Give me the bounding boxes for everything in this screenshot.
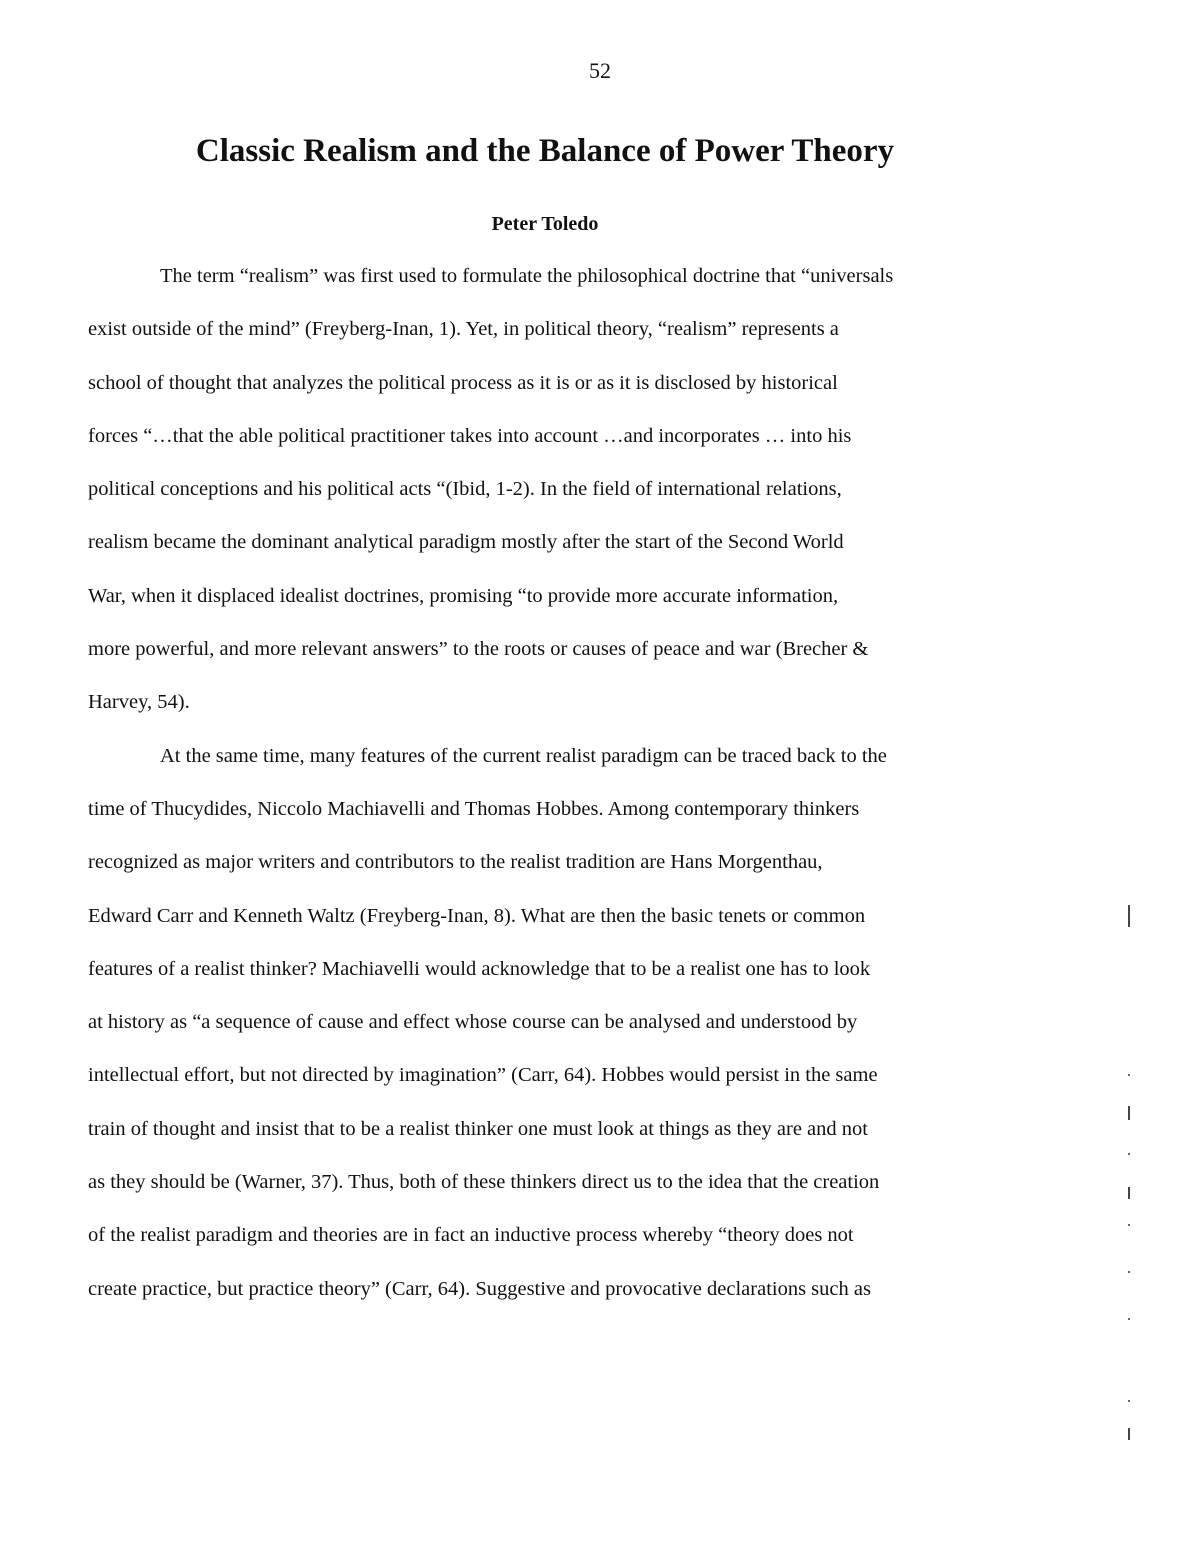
body-text — [88, 250, 1003, 1316]
paragraph-1 — [88, 250, 1003, 730]
text-line: of the realist paradigm and theories are in fact an inductive process whereby “theory does not — [88, 1224, 854, 1247]
text-line: War, when it displaced idealist doctrines, promising “to provide more accurate information, — [88, 584, 839, 607]
document-title: Classic Realism and the Balance of Power Theory — [195, 133, 895, 169]
text-line: create practice, but practice theory” (Carr, 64). Suggestive and provocative declarations such as — [88, 1277, 871, 1300]
text-line: time of Thucydides, Niccolo Machiavelli and Thomas Hobbes. Among contemporary thinkers — [88, 797, 860, 820]
text-line: Harvey, 54). — [88, 691, 190, 714]
scan-artifact-dot — [1128, 1318, 1130, 1320]
text-line: recognized as major writers and contributors to the realist tradition are Hans Morgenthau, — [88, 851, 823, 874]
page-number: 52 — [589, 58, 611, 83]
text-line: political conceptions and his political acts “(Ibid, 1-2). In the field of international relations, — [88, 478, 842, 501]
scan-margin-marks — [1126, 0, 1136, 1544]
scan-artifact-dot — [1128, 1400, 1130, 1402]
author-name: Peter Toledo — [491, 213, 599, 235]
scan-artifact-mark — [1128, 1106, 1130, 1120]
text-line: The term “realism” was first used to formulate the philosophical doctrine that “universals — [160, 265, 894, 287]
scan-artifact-dot — [1128, 1074, 1130, 1076]
text-line: intellectual effort, but not directed by imagination” (Carr, 64). Hobbes would persist in the same — [88, 1064, 878, 1087]
text-line: at history as “a sequence of cause and effect whose course can be analysed and understood by — [88, 1011, 858, 1034]
text-line: more powerful, and more relevant answers” to the roots or causes of peace and war (Brecher & — [88, 638, 869, 661]
text-line: features of a realist thinker? Machiavelli would acknowledge that to be a realist one has to look — [88, 957, 871, 980]
scan-artifact-dot — [1128, 1271, 1130, 1273]
scan-artifact-mark — [1128, 1428, 1130, 1440]
text-line: At the same time, many features of the current realist paradigm can be traced back to the — [160, 744, 887, 767]
text-line: forces “…that the able political practitioner takes into account …and incorporates … into his — [88, 424, 852, 447]
text-line: exist outside of the mind” (Freyberg-Inan, 1). Yet, in political theory, “realism” represents a — [88, 318, 839, 341]
scan-artifact-mark — [1128, 905, 1130, 927]
scan-artifact-dot — [1128, 1153, 1130, 1155]
scan-artifact-mark — [1128, 1187, 1130, 1199]
text-line: school of thought that analyzes the political process as it is or as it is disclosed by historical — [88, 371, 838, 394]
paragraph-2 — [88, 730, 1003, 1316]
text-line: train of thought and insist that to be a realist thinker one must look at things as they are and not — [88, 1117, 868, 1140]
text-line: as they should be (Warner, 37). Thus, both of these thinkers direct us to the idea that the creation — [88, 1171, 880, 1194]
text-line: realism became the dominant analytical paradigm mostly after the start of the Second World — [88, 531, 844, 554]
text-line: Edward Carr and Kenneth Waltz (Freyberg-Inan, 8). What are then the basic tenets or common — [88, 904, 866, 927]
scan-artifact-dot — [1128, 1224, 1130, 1226]
